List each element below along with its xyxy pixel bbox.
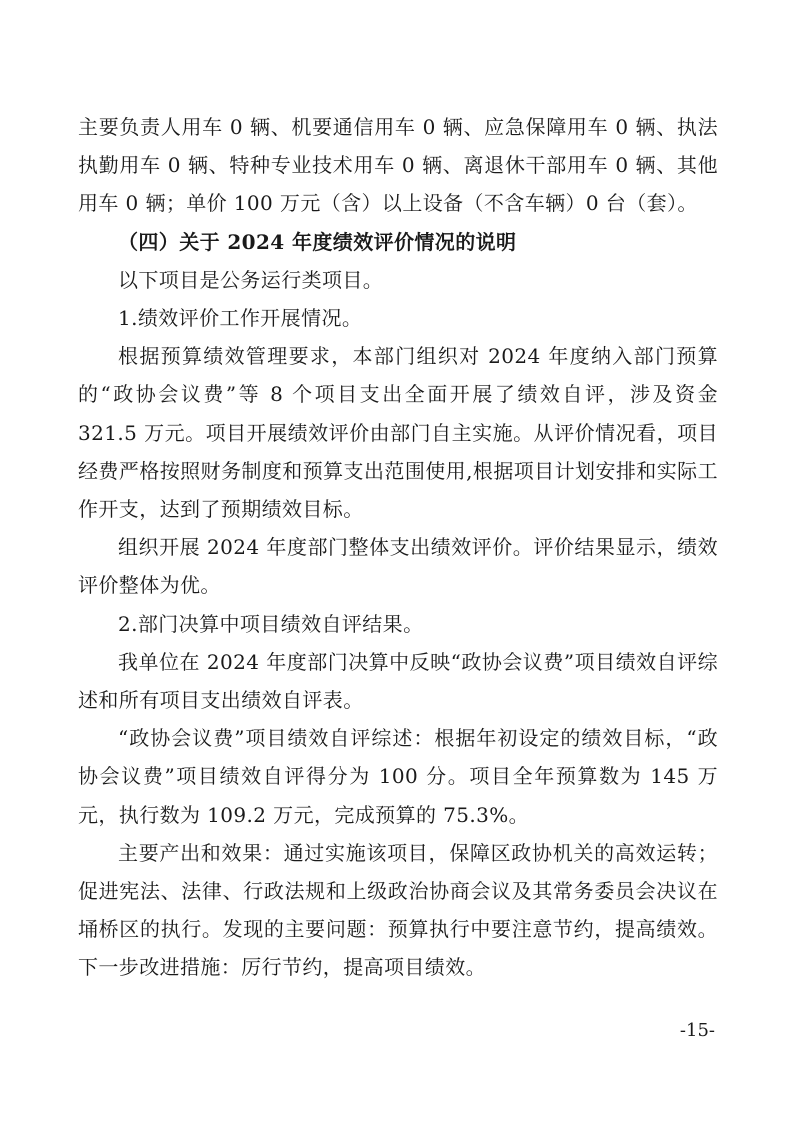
body-text (78, 108, 718, 987)
project-type-paragraph: 以下项目是公务运行类项目。 (118, 267, 384, 292)
subheading-evaluation-work: 1.绩效评价工作开展情况。 (118, 306, 363, 331)
page-number: -15- (679, 1020, 715, 1041)
project-summary-paragraph: “政协会议费”项目绩效自评综述：根据年初设定的绩效目标，“政协会议费”项目绩效自评得分为 100 分。项目全年预算数为 145 万元，执行数为 109.2 万元，完成预算的 75.3%。 (78, 726, 718, 827)
evaluation-work-paragraph: 根据预算绩效管理要求，本部门组织对 2024 年度纳入部门预算的“政协会议费”等 8 个项目支出全面开展了绩效自评，涉及资金 321.5 万元。项目开展绩效评价由部门自主实施。从评价情况看，项目经费严格按照财务制度和预算支出范围使用,根据项目计划安排和实际工作开支，达到了预期绩效目标。 (78, 344, 718, 522)
vehicle-summary-paragraph: 主要负责人用车 0 辆、机要通信用车 0 辆、应急保障用车 0 辆、执法执勤用车 0 辆、特种专业技术用车 0 辆、离退休干部用车 0 辆、其他用车 0 辆；单价 100 万元（含）以上设备（不含车辆）0 台（套）。 (78, 115, 718, 216)
overall-evaluation-paragraph: 组织开展 2024 年度部门整体支出绩效评价。评价结果显示，绩效评价整体为优。 (78, 535, 718, 598)
outputs-effects-paragraph: 主要产出和效果：通过实施该项目，保障区政协机关的高效运转；促进宪法、法律、行政法规和上级政治协商会议及其常务委员会决议在埇桥区的执行。发现的主要问题：预算执行中要注意节约，提高绩效。下一步改进措施：厉行节约，提高项目绩效。 (78, 840, 718, 980)
subheading-self-evaluation-results: 2.部门决算中项目绩效自评结果。 (118, 611, 424, 636)
self-evaluation-intro-paragraph: 我单位在 2024 年度部门决算中反映“政协会议费”项目绩效自评综述和所有项目支出绩效自评表。 (78, 649, 718, 713)
section-heading: （四）关于 2024 年度绩效评价情况的说明 (118, 229, 517, 254)
